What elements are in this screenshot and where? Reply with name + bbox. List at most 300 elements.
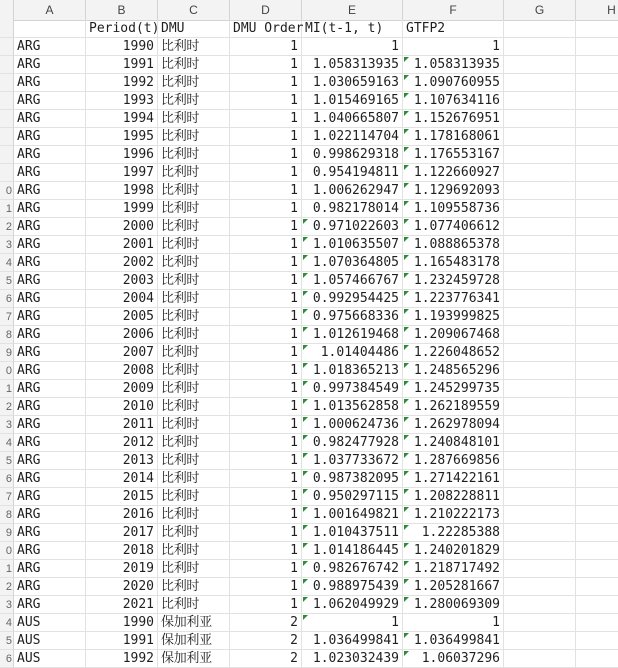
cell-h[interactable] [576, 506, 618, 524]
cell-a[interactable]: ARG [14, 308, 86, 326]
column-header-e[interactable]: E [302, 0, 403, 20]
cell-e[interactable]: 1.022114704 [302, 128, 403, 146]
cell-d[interactable]: 1 [230, 236, 302, 254]
cell-b[interactable]: 1995 [86, 128, 158, 146]
cell-f[interactable]: 1.165483178 [403, 254, 504, 272]
cell-f[interactable]: 1 [403, 38, 504, 56]
cell-g[interactable] [504, 290, 576, 308]
cell-a[interactable]: ARG [14, 92, 86, 110]
cell-a[interactable]: ARG [14, 74, 86, 92]
column-header-h[interactable]: H [576, 0, 618, 20]
cell-h[interactable] [576, 380, 618, 398]
cell-a[interactable]: AUS [14, 614, 86, 632]
cell-c[interactable]: 保加利亚 [158, 632, 230, 650]
cell-a[interactable]: ARG [14, 38, 86, 56]
cell-d[interactable]: 1 [230, 56, 302, 74]
cell-a[interactable]: ARG [14, 560, 86, 578]
cell-c[interactable]: 比利时 [158, 560, 230, 578]
cell-d[interactable]: 1 [230, 434, 302, 452]
cell-a[interactable]: AUS [14, 650, 86, 668]
cell-d[interactable]: 1 [230, 380, 302, 398]
cell-c[interactable]: 保加利亚 [158, 650, 230, 668]
column-header-a[interactable]: A [14, 0, 86, 20]
cell-e[interactable]: 0.982477928 [302, 434, 403, 452]
cell-e[interactable]: 1.010635507 [302, 236, 403, 254]
cell-d[interactable]: 1 [230, 542, 302, 560]
cell-b[interactable]: 2013 [86, 452, 158, 470]
row-number[interactable]: 8 [0, 326, 14, 344]
cell-e[interactable]: 0.987382095 [302, 470, 403, 488]
cell-b[interactable]: 2017 [86, 524, 158, 542]
cell-h[interactable] [576, 308, 618, 326]
cell-f[interactable]: 1.271422161 [403, 470, 504, 488]
cell-d[interactable]: 1 [230, 578, 302, 596]
cell-b[interactable]: 2009 [86, 380, 158, 398]
cell-f[interactable]: 1.090760955 [403, 74, 504, 92]
cell-b[interactable]: 2011 [86, 416, 158, 434]
cell-c[interactable]: 比利时 [158, 362, 230, 380]
cell-b[interactable]: 2021 [86, 596, 158, 614]
cell-a[interactable]: ARG [14, 542, 86, 560]
cell-d[interactable]: 1 [230, 290, 302, 308]
row-number[interactable] [0, 146, 14, 164]
cell-h[interactable] [576, 218, 618, 236]
cell-a[interactable]: ARG [14, 236, 86, 254]
cell-d[interactable]: 1 [230, 506, 302, 524]
cell-g[interactable] [504, 326, 576, 344]
cell-g[interactable] [504, 56, 576, 74]
cell-b[interactable]: 1998 [86, 182, 158, 200]
cell-g[interactable] [504, 632, 576, 650]
cell-g[interactable] [504, 650, 576, 668]
cell-g[interactable] [504, 344, 576, 362]
cell-e[interactable]: 0.954194811 [302, 164, 403, 182]
cell-f[interactable]: 1.058313935 [403, 56, 504, 74]
cell-g[interactable] [504, 488, 576, 506]
cell-a[interactable] [14, 20, 86, 38]
cell-g[interactable] [504, 20, 576, 38]
cell-a[interactable]: ARG [14, 146, 86, 164]
row-number[interactable] [0, 128, 14, 146]
cell-e[interactable]: 1.018365213 [302, 362, 403, 380]
cell-b[interactable]: 2020 [86, 578, 158, 596]
cell-d[interactable]: 1 [230, 146, 302, 164]
row-number[interactable]: 6 [0, 290, 14, 308]
cell-b[interactable]: 2015 [86, 488, 158, 506]
cell-b[interactable]: 2012 [86, 434, 158, 452]
cell-h[interactable] [576, 20, 618, 38]
cell-a[interactable]: ARG [14, 380, 86, 398]
cell-e[interactable]: 0.950297115 [302, 488, 403, 506]
row-number[interactable]: 3 [0, 236, 14, 254]
cell-g[interactable] [504, 362, 576, 380]
cell-a[interactable]: ARG [14, 596, 86, 614]
cell-b[interactable]: 2007 [86, 344, 158, 362]
cell-b[interactable]: 1992 [86, 650, 158, 668]
cell-d[interactable]: 1 [230, 92, 302, 110]
cell-a[interactable]: ARG [14, 470, 86, 488]
row-number[interactable] [0, 74, 14, 92]
cell-e[interactable]: 0.971022603 [302, 218, 403, 236]
cell-d[interactable]: 1 [230, 596, 302, 614]
row-number[interactable]: 5 [0, 452, 14, 470]
cell-e[interactable]: 1.040665807 [302, 110, 403, 128]
cell-f[interactable]: 1.129692093 [403, 182, 504, 200]
row-number[interactable]: 6 [0, 470, 14, 488]
cell-e[interactable]: 1.015469165 [302, 92, 403, 110]
cell-h[interactable] [576, 434, 618, 452]
cell-a[interactable]: ARG [14, 578, 86, 596]
cell-d[interactable]: 1 [230, 218, 302, 236]
cell-h[interactable] [576, 488, 618, 506]
cell-g[interactable] [504, 92, 576, 110]
cell-g[interactable] [504, 74, 576, 92]
cell-d[interactable]: 1 [230, 254, 302, 272]
cell-f[interactable]: 1.178168061 [403, 128, 504, 146]
cell-g[interactable] [504, 254, 576, 272]
row-number[interactable]: 7 [0, 308, 14, 326]
cell-e[interactable]: 1 [302, 614, 403, 632]
cell-b[interactable]: 1996 [86, 146, 158, 164]
cell-h[interactable] [576, 560, 618, 578]
cell-a[interactable]: ARG [14, 110, 86, 128]
cell-g[interactable] [504, 542, 576, 560]
cell-g[interactable] [504, 38, 576, 56]
cell-g[interactable] [504, 416, 576, 434]
cell-d[interactable]: 1 [230, 272, 302, 290]
cell-e[interactable]: 1.037733672 [302, 452, 403, 470]
row-number[interactable]: 3 [0, 416, 14, 434]
cell-h[interactable] [576, 272, 618, 290]
cell-e[interactable]: 0.998629318 [302, 146, 403, 164]
cell-f[interactable]: 1 [403, 614, 504, 632]
cell-a[interactable]: ARG [14, 200, 86, 218]
cell-e[interactable]: 1 [302, 38, 403, 56]
cell-h[interactable] [576, 110, 618, 128]
cell-d[interactable]: 1 [230, 560, 302, 578]
cell-h[interactable] [576, 56, 618, 74]
cell-h[interactable] [576, 254, 618, 272]
cell-b[interactable]: 1991 [86, 632, 158, 650]
cell-g[interactable] [504, 200, 576, 218]
cell-b[interactable]: 2016 [86, 506, 158, 524]
cell-e[interactable]: 1.010437511 [302, 524, 403, 542]
row-number[interactable] [0, 92, 14, 110]
cell-b[interactable]: 1994 [86, 110, 158, 128]
cell-a[interactable]: ARG [14, 326, 86, 344]
cell-f[interactable]: 1.240848101 [403, 434, 504, 452]
cell-a[interactable]: ARG [14, 452, 86, 470]
cell-c[interactable]: 比利时 [158, 326, 230, 344]
cell-b[interactable]: 1999 [86, 200, 158, 218]
cell-g[interactable] [504, 506, 576, 524]
cell-f[interactable]: 1.248565296 [403, 362, 504, 380]
cell-g[interactable] [504, 452, 576, 470]
cell-f[interactable]: 1.122660927 [403, 164, 504, 182]
cell-g[interactable] [504, 596, 576, 614]
cell-h[interactable] [576, 164, 618, 182]
cell-a[interactable]: ARG [14, 218, 86, 236]
cell-a[interactable]: ARG [14, 272, 86, 290]
cell-h[interactable] [576, 326, 618, 344]
cell-c[interactable]: 保加利亚 [158, 614, 230, 632]
cell-f[interactable]: 1.036499841 [403, 632, 504, 650]
cell-c[interactable]: 比利时 [158, 542, 230, 560]
cell-f[interactable]: 1.109558736 [403, 200, 504, 218]
cell-e[interactable]: 1.023032439 [302, 650, 403, 668]
cell-h[interactable] [576, 398, 618, 416]
cell-e[interactable]: 1.058313935 [302, 56, 403, 74]
cell-d[interactable]: 1 [230, 470, 302, 488]
cell-c[interactable]: 比利时 [158, 398, 230, 416]
cell-g[interactable] [504, 380, 576, 398]
cell-a[interactable]: ARG [14, 344, 86, 362]
cell-b[interactable]: 2004 [86, 290, 158, 308]
cell-header-period[interactable]: Period(t) [86, 20, 158, 38]
row-number[interactable]: 0 [0, 182, 14, 200]
cell-g[interactable] [504, 128, 576, 146]
row-number[interactable]: 9 [0, 344, 14, 362]
row-number[interactable]: 1 [0, 380, 14, 398]
row-number[interactable]: 1 [0, 200, 14, 218]
cell-a[interactable]: ARG [14, 434, 86, 452]
row-number[interactable]: 5 [0, 632, 14, 650]
cell-e[interactable]: 0.992954425 [302, 290, 403, 308]
cell-b[interactable]: 1990 [86, 614, 158, 632]
cell-b[interactable]: 2005 [86, 308, 158, 326]
cell-e[interactable]: 1.001649821 [302, 506, 403, 524]
cell-a[interactable]: ARG [14, 398, 86, 416]
cell-g[interactable] [504, 236, 576, 254]
cell-h[interactable] [576, 344, 618, 362]
cell-d[interactable]: 1 [230, 524, 302, 542]
cell-a[interactable]: ARG [14, 416, 86, 434]
cell-h[interactable] [576, 200, 618, 218]
cell-c[interactable]: 比利时 [158, 218, 230, 236]
row-number[interactable]: 8 [0, 506, 14, 524]
cell-b[interactable]: 2003 [86, 272, 158, 290]
cell-e[interactable]: 1.012619468 [302, 326, 403, 344]
cell-b[interactable]: 2002 [86, 254, 158, 272]
row-number[interactable]: 9 [0, 524, 14, 542]
cell-f[interactable]: 1.107634116 [403, 92, 504, 110]
column-header-f[interactable]: F [403, 0, 504, 20]
cell-c[interactable]: 比利时 [158, 56, 230, 74]
cell-g[interactable] [504, 614, 576, 632]
row-number[interactable]: 2 [0, 398, 14, 416]
cell-c[interactable]: 比利时 [158, 38, 230, 56]
cell-h[interactable] [576, 362, 618, 380]
cell-c[interactable]: 比利时 [158, 110, 230, 128]
cell-e[interactable]: 0.988975439 [302, 578, 403, 596]
cell-e[interactable]: 0.982676742 [302, 560, 403, 578]
cell-header-mi[interactable]: MI(t-1, t) [302, 20, 403, 38]
row-number[interactable] [0, 164, 14, 182]
cell-c[interactable]: 比利时 [158, 506, 230, 524]
cell-d[interactable]: 1 [230, 362, 302, 380]
cell-c[interactable]: 比利时 [158, 344, 230, 362]
column-header-d[interactable]: D [230, 0, 302, 20]
row-number[interactable]: 6 [0, 650, 14, 668]
cell-f[interactable]: 1.210222173 [403, 506, 504, 524]
cell-b[interactable]: 1992 [86, 74, 158, 92]
cell-c[interactable]: 比利时 [158, 290, 230, 308]
cell-b[interactable]: 1997 [86, 164, 158, 182]
cell-a[interactable]: ARG [14, 524, 86, 542]
column-header-b[interactable]: B [86, 0, 158, 20]
cell-c[interactable]: 比利时 [158, 596, 230, 614]
cell-c[interactable]: 比利时 [158, 92, 230, 110]
cell-d[interactable]: 1 [230, 38, 302, 56]
cell-d[interactable]: 1 [230, 182, 302, 200]
cell-a[interactable]: ARG [14, 182, 86, 200]
cell-d[interactable]: 2 [230, 614, 302, 632]
cell-a[interactable]: ARG [14, 506, 86, 524]
column-header-g[interactable]: G [504, 0, 576, 20]
cell-d[interactable]: 1 [230, 74, 302, 92]
cell-f[interactable]: 1.193999825 [403, 308, 504, 326]
cell-d[interactable]: 1 [230, 344, 302, 362]
cell-header-gtfp2[interactable]: GTFP2 [403, 20, 504, 38]
cell-f[interactable]: 1.240201829 [403, 542, 504, 560]
row-number[interactable] [0, 38, 14, 56]
cell-f[interactable]: 1.205281667 [403, 578, 504, 596]
cell-c[interactable]: 比利时 [158, 524, 230, 542]
cell-g[interactable] [504, 272, 576, 290]
cell-f[interactable]: 1.209067468 [403, 326, 504, 344]
cell-e[interactable]: 1.014186445 [302, 542, 403, 560]
cell-a[interactable]: AUS [14, 632, 86, 650]
cell-c[interactable]: 比利时 [158, 200, 230, 218]
cell-b[interactable]: 1993 [86, 92, 158, 110]
cell-f[interactable]: 1.287669856 [403, 452, 504, 470]
cell-h[interactable] [576, 236, 618, 254]
cell-c[interactable]: 比利时 [158, 74, 230, 92]
cell-d[interactable]: 1 [230, 416, 302, 434]
cell-e[interactable]: 1.030659163 [302, 74, 403, 92]
cell-c[interactable]: 比利时 [158, 488, 230, 506]
cell-h[interactable] [576, 632, 618, 650]
cell-g[interactable] [504, 434, 576, 452]
cell-e[interactable]: 1.013562858 [302, 398, 403, 416]
cell-e[interactable]: 1.057466767 [302, 272, 403, 290]
cell-h[interactable] [576, 452, 618, 470]
row-number[interactable]: 4 [0, 614, 14, 632]
cell-header-dmu[interactable]: DMU [158, 20, 230, 38]
cell-d[interactable]: 1 [230, 110, 302, 128]
cell-h[interactable] [576, 38, 618, 56]
row-number[interactable]: 0 [0, 542, 14, 560]
cell-c[interactable]: 比利时 [158, 380, 230, 398]
cell-c[interactable]: 比利时 [158, 416, 230, 434]
cell-g[interactable] [504, 470, 576, 488]
cell-a[interactable]: ARG [14, 290, 86, 308]
cell-h[interactable] [576, 92, 618, 110]
cell-a[interactable]: ARG [14, 128, 86, 146]
row-number[interactable]: 0 [0, 362, 14, 380]
cell-d[interactable]: 2 [230, 632, 302, 650]
cell-e[interactable]: 0.997384549 [302, 380, 403, 398]
row-number[interactable] [0, 20, 14, 38]
cell-b[interactable]: 2000 [86, 218, 158, 236]
cell-c[interactable]: 比利时 [158, 128, 230, 146]
cell-f[interactable]: 1.262978094 [403, 416, 504, 434]
cell-a[interactable]: ARG [14, 164, 86, 182]
cell-h[interactable] [576, 146, 618, 164]
cell-e[interactable]: 1.036499841 [302, 632, 403, 650]
cell-g[interactable] [504, 578, 576, 596]
cell-d[interactable]: 1 [230, 128, 302, 146]
cell-e[interactable]: 0.982178014 [302, 200, 403, 218]
cell-h[interactable] [576, 290, 618, 308]
cell-c[interactable]: 比利时 [158, 254, 230, 272]
row-number[interactable]: 2 [0, 578, 14, 596]
cell-g[interactable] [504, 164, 576, 182]
cell-b[interactable]: 2019 [86, 560, 158, 578]
cell-b[interactable]: 2008 [86, 362, 158, 380]
cell-b[interactable]: 2010 [86, 398, 158, 416]
cell-d[interactable]: 1 [230, 326, 302, 344]
cell-b[interactable]: 2006 [86, 326, 158, 344]
cell-f[interactable]: 1.226048652 [403, 344, 504, 362]
cell-e[interactable]: 1.000624736 [302, 416, 403, 434]
cell-h[interactable] [576, 416, 618, 434]
cell-b[interactable]: 2018 [86, 542, 158, 560]
cell-h[interactable] [576, 578, 618, 596]
row-number[interactable]: 1 [0, 560, 14, 578]
cell-g[interactable] [504, 560, 576, 578]
cell-d[interactable]: 1 [230, 398, 302, 416]
cell-g[interactable] [504, 110, 576, 128]
cell-h[interactable] [576, 470, 618, 488]
row-number[interactable] [0, 110, 14, 128]
cell-g[interactable] [504, 524, 576, 542]
cell-d[interactable]: 2 [230, 650, 302, 668]
cell-h[interactable] [576, 524, 618, 542]
cell-b[interactable]: 1990 [86, 38, 158, 56]
row-number[interactable]: 2 [0, 218, 14, 236]
cell-g[interactable] [504, 182, 576, 200]
row-number[interactable]: 4 [0, 434, 14, 452]
cell-e[interactable]: 1.006262947 [302, 182, 403, 200]
cell-h[interactable] [576, 542, 618, 560]
cell-h[interactable] [576, 182, 618, 200]
cell-h[interactable] [576, 74, 618, 92]
cell-f[interactable]: 1.077406612 [403, 218, 504, 236]
cell-f[interactable]: 1.152676951 [403, 110, 504, 128]
cell-c[interactable]: 比利时 [158, 434, 230, 452]
cell-h[interactable] [576, 596, 618, 614]
cell-d[interactable]: 1 [230, 452, 302, 470]
cell-f[interactable]: 1.218717492 [403, 560, 504, 578]
cell-c[interactable]: 比利时 [158, 308, 230, 326]
column-header-c[interactable]: C [158, 0, 230, 20]
cell-a[interactable]: ARG [14, 56, 86, 74]
cell-c[interactable]: 比利时 [158, 452, 230, 470]
corner-select-all[interactable] [0, 0, 14, 20]
cell-e[interactable]: 0.975668336 [302, 308, 403, 326]
cell-a[interactable]: ARG [14, 488, 86, 506]
cell-g[interactable] [504, 146, 576, 164]
cell-c[interactable]: 比利时 [158, 272, 230, 290]
cell-f[interactable]: 1.06037296 [403, 650, 504, 668]
row-number[interactable] [0, 56, 14, 74]
cell-c[interactable]: 比利时 [158, 578, 230, 596]
cell-b[interactable]: 2014 [86, 470, 158, 488]
cell-c[interactable]: 比利时 [158, 236, 230, 254]
cell-g[interactable] [504, 398, 576, 416]
cell-d[interactable]: 1 [230, 164, 302, 182]
